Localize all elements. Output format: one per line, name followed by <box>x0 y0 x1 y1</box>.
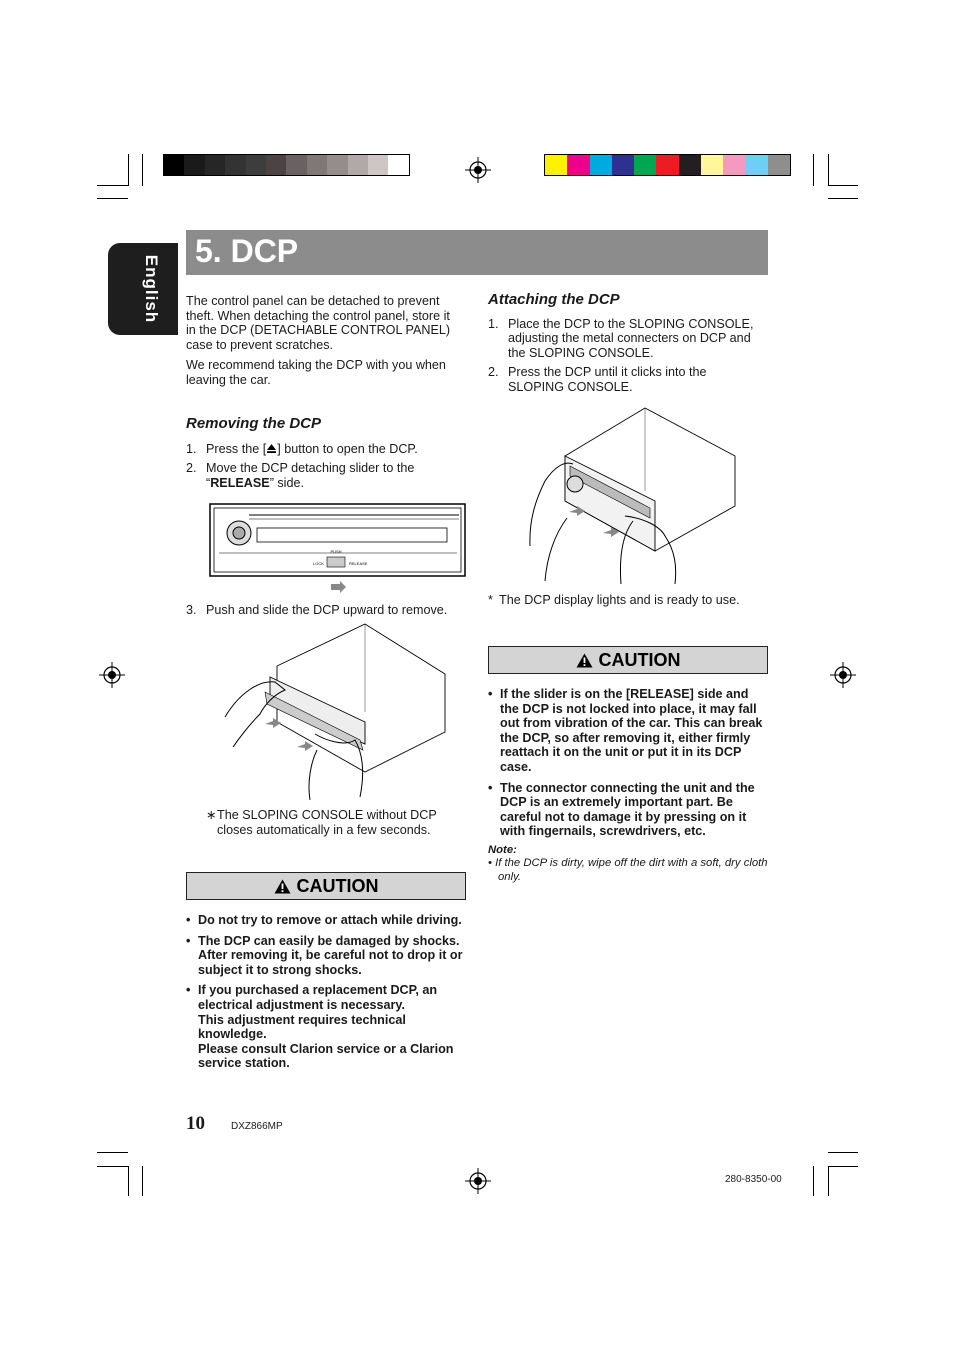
swatch <box>634 155 656 175</box>
removing-heading: Removing the DCP <box>186 415 322 432</box>
swatch <box>768 155 790 175</box>
panel-label-lock: LOCK <box>313 561 324 566</box>
crop-mark <box>828 185 858 186</box>
page-title: 5. DCP <box>195 233 299 269</box>
document-code: 280-8350-00 <box>725 1174 782 1185</box>
swatch <box>723 155 745 175</box>
crop-mark <box>142 154 143 186</box>
swatch <box>348 155 368 175</box>
swatch <box>225 155 245 175</box>
crop-mark <box>828 1166 829 1196</box>
registration-mark-icon <box>465 157 491 183</box>
crop-mark <box>97 185 128 186</box>
crop-mark <box>813 1166 814 1196</box>
removing-dcp-illustration <box>215 622 447 800</box>
caution-label: CAUTION <box>598 649 681 670</box>
arrow-right-icon <box>331 581 346 593</box>
model-number: DXZ866MP <box>231 1121 283 1132</box>
crop-mark <box>128 1166 129 1196</box>
crop-mark <box>828 154 829 186</box>
swatch <box>701 155 723 175</box>
attaching-footnote: * The DCP display lights and is ready to use. <box>488 593 740 607</box>
attaching-dcp-illustration <box>525 406 737 586</box>
list-item: • The DCP can easily be damaged by shocks. After removing it, be careful not to drop it or subject it to strong shocks. <box>186 934 466 978</box>
list-item: • If you purchased a replacement DCP, an electrical adjustment is necessary. This adjustment requires technical knowledge. Please consult Clarion service or a Clarion service station. <box>186 983 466 1071</box>
swatch <box>164 155 184 175</box>
crop-mark <box>142 1166 143 1196</box>
removing-section <box>186 417 462 495</box>
language-tab <box>108 243 178 335</box>
list-item: • Do not try to remove or attach while driving. <box>186 913 466 928</box>
note <box>488 844 768 884</box>
dcp-panel-illustration <box>209 503 466 595</box>
intro-paragraph: We recommend taking the DCP with you when leaving the car. <box>186 358 446 387</box>
crop-mark <box>828 1152 858 1153</box>
crop-mark <box>97 1166 128 1167</box>
crop-mark <box>97 1152 128 1153</box>
crop-mark <box>828 1166 858 1167</box>
language-tab-label: English <box>142 254 161 324</box>
swatch <box>567 155 589 175</box>
crop-mark <box>128 154 129 186</box>
swatch <box>327 155 347 175</box>
attaching-steps <box>488 317 766 395</box>
list-item: 1. Place the DCP to the SLOPING CONSOLE, adjusting the metal connecters on DCP and the SLOPING CONSOLE. <box>488 316 754 360</box>
crop-mark <box>97 198 128 199</box>
registration-mark-icon <box>99 662 125 688</box>
attaching-heading: Attaching the DCP <box>488 291 620 308</box>
crop-mark <box>813 154 814 186</box>
caution-label: CAUTION <box>296 875 379 896</box>
crop-mark <box>828 198 858 199</box>
swatch <box>545 155 567 175</box>
grayscale-calibration-bar <box>163 154 410 176</box>
list-item: 2. Press the DCP until it clicks into the SLOPING CONSOLE. <box>488 365 707 394</box>
section-title-bar <box>186 230 768 275</box>
note-label: Note: <box>488 844 517 856</box>
intro-text <box>186 294 462 394</box>
list-item: • If the slider is on the [RELEASE] side and the DCP is not locked into place, it may fall out from vibration of the car. This can break the DCP, so after removing it, either firmly reattach it on the unit or put it in its DCP case. <box>488 687 768 775</box>
swatch <box>656 155 678 175</box>
removing-footnote: ∗ The SLOPING CONSOLE without DCP closes automatically in a few seconds. <box>206 808 437 837</box>
swatch <box>266 155 286 175</box>
swatch <box>368 155 388 175</box>
swatch <box>246 155 266 175</box>
caution-banner <box>186 872 466 900</box>
caution-list-left <box>186 913 466 1077</box>
color-calibration-bar <box>544 154 791 176</box>
page-number: 10 <box>186 1113 205 1134</box>
caution-banner <box>488 646 768 674</box>
swatch <box>307 155 327 175</box>
panel-label-release: RELEASE <box>349 561 368 566</box>
swatch <box>205 155 225 175</box>
warning-icon <box>274 879 291 894</box>
list-item: 2. Move the DCP detaching slider to the “RELEASE” side. <box>186 461 415 490</box>
swatch <box>679 155 701 175</box>
registration-mark-icon <box>830 662 856 688</box>
list-item: 1. Press the [ ] button to open the DCP. <box>186 441 418 456</box>
swatch <box>612 155 634 175</box>
swatch <box>388 155 408 175</box>
panel-label-push: PUSH <box>330 549 342 554</box>
attaching-section <box>488 293 766 400</box>
removing-steps <box>186 442 462 491</box>
swatch <box>745 155 767 175</box>
registration-mark-icon <box>465 1168 491 1194</box>
swatch <box>286 155 306 175</box>
list-item: • The connector connecting the unit and the DCP is an extremely important part. Be careful not to damage it by pressing on it with fingernails, screwdrivers, etc. <box>488 781 768 839</box>
note-text: • If the DCP is dirty, wipe off the dirt with a soft, dry cloth only. <box>488 857 768 883</box>
swatch <box>590 155 612 175</box>
list-item: 3. Push and slide the DCP upward to remove. <box>186 603 448 617</box>
warning-icon <box>576 653 593 668</box>
swatch <box>184 155 204 175</box>
intro-paragraph: The control panel can be detached to prevent theft. When detaching the control panel, store it in the DCP (DETACHABLE CONTROL PANEL) case to prevent scratches. <box>186 294 451 352</box>
caution-list-right <box>488 687 768 845</box>
removing-step-3 <box>186 603 466 623</box>
eject-icon <box>266 443 277 454</box>
